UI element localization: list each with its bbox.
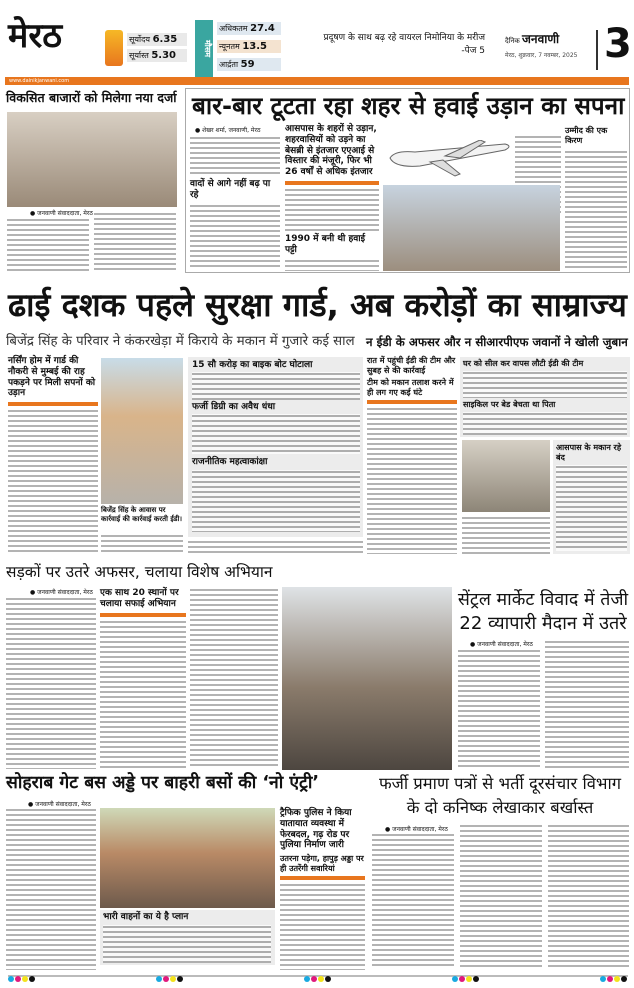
weather-box [195, 20, 283, 78]
bottom-left-headline: सोहराब गेट बस अड्डे पर बाहरी बसों की ‘नो एंट्री’ [6, 773, 320, 793]
dateline: मेरठ, शुक्रवार, 7 नवम्बर, 2025 [505, 52, 578, 59]
bottom-right-headline-2: के दो कनिष्क लेखाकार बर्खास्त [406, 798, 594, 817]
cmyk-mark-icon [304, 967, 332, 986]
bottom-left-byline: ● जनवाणी संवाददाता, मेरठ [28, 801, 91, 808]
lead-deck-left: बिजेंद्र सिंह के परिवार ने कंकरखेड़ा में किराये के मकान में गुजारे कई साल [6, 334, 355, 349]
plan-box-title: भारी वाहनों का ये है प्लान [103, 912, 189, 922]
bottom-left-sub2: उतरना पड़ेगा, हापुड़ अड्डा पर ही उतरेंगी सवारियां [280, 854, 364, 873]
sidebar-title: उम्मीद की एक किरण [565, 126, 608, 145]
meeting-photo [7, 112, 177, 207]
bus-stand-photo [100, 808, 275, 908]
cmyk-mark-icon [156, 967, 184, 986]
mid-left-headline: सड़कों पर उतरे अफसर, चलाया विशेष अभियान [6, 563, 273, 581]
city-title: मेरठ [8, 16, 62, 56]
top-story-sub1: आसपास के शहरों से उड़ान, शहरवासियों को उड़ने का बेसब्री से इंतजार एएआई से विस्तार की मंजूरी, फिर भी 26 वर्षों से अधिक इंतजार [285, 124, 377, 178]
mid-left-sub: एक साथ 20 स्थानों पर चलाया सफाई अभियान [100, 588, 179, 609]
min-label: न्यूनतम [219, 42, 240, 51]
lead-sub-b: 15 सौ करोड़ का बाइक बोट घोटाला [192, 360, 313, 370]
max-temp: 27.4 [250, 23, 275, 34]
teaser-page: -पेज 5 [461, 46, 485, 56]
humidity-value: 59 [240, 59, 255, 70]
max-label: अधिकतम [219, 24, 248, 33]
sun-icon [105, 30, 123, 66]
weather-label: मौसम [195, 20, 213, 78]
top-left-headline: विकसित बाजारों को मिलेगा नया दर्जा [6, 90, 177, 105]
min-temp: 13.5 [242, 41, 268, 52]
teaser [305, 30, 485, 56]
cmyk-mark-icon [452, 967, 480, 986]
sunrise-label: सूर्योदय [129, 35, 151, 44]
url: www.dainikjanwani.com [9, 78, 70, 84]
mid-right-headline-2: 22 व्यापारी मैदान में उतरे [459, 613, 627, 634]
lead-sub-f: टीम को मकान तलाश करने में ही लग गए कई घंटे [367, 378, 454, 397]
top-left-byline: ● जनवाणी संवाददाता, मेरठ [30, 210, 93, 217]
mid-right-byline: ● जनवाणी संवाददाता, मेरठ [470, 641, 533, 648]
cmyk-mark-icon [600, 967, 628, 986]
sunset-value: 5.30 [151, 50, 177, 61]
lead-sub-g: घर को सील कर वापस लौटी ईडी की टीम [463, 359, 584, 368]
lead-sub-c: फर्जी डिग्री का अवैध धंधा [192, 402, 276, 412]
teaser-text: प्रदूषण के साथ बढ़ रहे वायरल निमोनिया के मरीज [323, 33, 485, 43]
lead-sub-e: रात में पहुंची ईडी की टीम और सुबह से की कार्रवाई [367, 356, 456, 375]
top-story-sub3: 1990 में बनी थी हवाई पट्टी [285, 234, 366, 256]
lead-deck-right: न ईडी के अफसर और न सीआरपीएफ जवानों ने खोली जुबान [366, 335, 628, 349]
house-photo-caption: बिजेंद्र सिंह के आवास पर कार्रवाई की कार्रवाई करती ईडी। [101, 506, 183, 523]
bottom-left-sub: ट्रैफिक पुलिस ने किया यातायात व्यवस्था में फेरबदल, गढ़ रोड पर पुलिया निर्माण जारी [280, 808, 352, 851]
humidity-label: आर्द्रता [219, 60, 239, 69]
nearby-houses-box [553, 440, 630, 554]
sun-box [105, 30, 187, 66]
sunrise-value: 6.35 [152, 34, 178, 45]
registration-marks [8, 972, 628, 980]
lead-sub-h: साइकिल पर बेड बेचता था पिता [463, 400, 556, 409]
mid-left-byline: ● जनवाणी संवाददाता, मेरठ [30, 589, 93, 596]
bottom-right-byline: ● जनवाणी संवाददाता, मेरठ [385, 826, 448, 833]
orange-band [5, 77, 629, 85]
lead-sub-i: आसपास के मकान रहे बंद [556, 443, 622, 462]
paper-name: जनवाणी [522, 32, 560, 46]
lead-sub-a: नर्सिंग होम में गार्ड की नौकरी से मुम्बई की राह पकड़ने पर मिली सपनों को उड़ान [8, 356, 96, 399]
airplane-image [385, 140, 515, 180]
top-story-byline: ● शेखर शर्मा, जनवाणी, मेरठ [195, 127, 261, 134]
paper-prefix: दैनिक [505, 37, 520, 45]
page-number: 3 [604, 21, 632, 67]
airport-photo [383, 185, 560, 271]
mid-right-headline-1: सेंट्रल मार्केट विवाद में तेजी [457, 590, 629, 610]
car-photo [462, 440, 550, 512]
paper-logo [505, 30, 598, 70]
lead-headline: ढाई दशक पहले सुरक्षा गार्ड, अब करोड़ों का साम्राज्य [8, 286, 627, 324]
bottom-right-headline-1: फर्जी प्रमाण पत्रों से भर्ती दूरसंचार विभाग [378, 774, 622, 793]
house-photo [101, 358, 183, 504]
cmyk-mark-icon [8, 967, 36, 986]
market-photo [282, 587, 452, 770]
sunset-label: सूर्यास्त [129, 51, 149, 60]
top-story-headline: बार-बार टूटता रहा शहर से हवाई उड़ान का सपना [192, 91, 625, 120]
lead-sub-d: राजनीतिक महत्वाकांक्षा [192, 457, 268, 467]
top-story-sub2: वादों से आगे नहीं बढ़ पा रहे [190, 179, 271, 200]
